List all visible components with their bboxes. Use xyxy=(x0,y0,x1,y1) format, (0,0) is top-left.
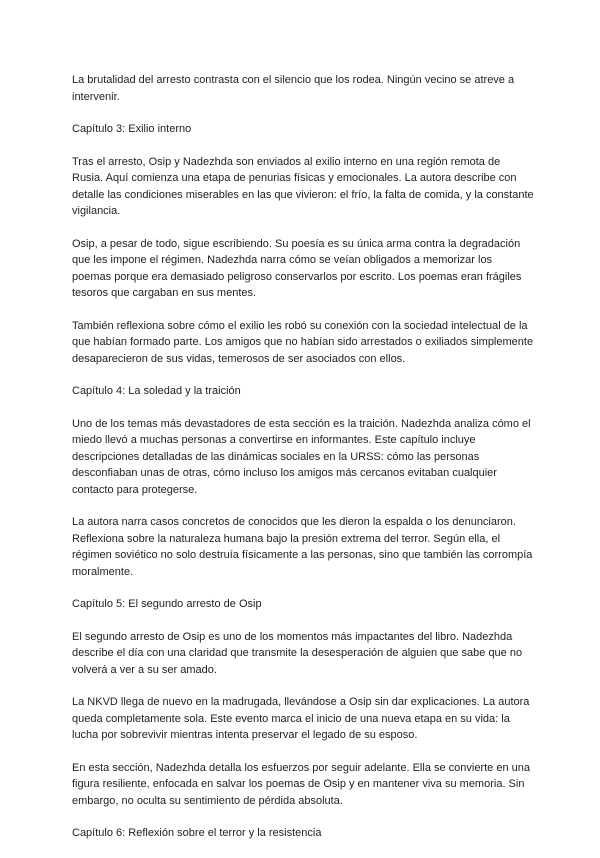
chapter-6-heading: Capítulo 6: Reflexión sobre el terror y la resistencia xyxy=(72,827,322,839)
paragraph-resilience: En esta sección, Nadezhda detalla los esfuerzos por seguir adelante. Ella se convierte en una figura resiliente, enfocada en salvar los poemas de Osip y en mantener viva su memoria. Sin embargo, no oculta su sentimiento de pérdida absoluta. xyxy=(72,761,531,807)
paragraph-betrayal: Uno de los temas más devastadores de esta sección es la traición. Nadezhda analiza cómo el miedo llevó a muchas personas a convertirse en informantes. Este capítulo incluye descripciones detalladas de las dinámicas sociales en la URSS: cómo las personas desconfiaban unas de otras, cómo incluso los amigos más cercanos evitaban cualquier contacto para protegerse. xyxy=(72,417,531,496)
document-body xyxy=(72,72,534,858)
paragraph-nkvd: La NKVD llega de nuevo en la madrugada, llevándose a Osip sin dar explicaciones. La autora queda completamente sola. Este evento marca el inicio de una nueva etapa en su vida: la lucha por sobrevivir mientras intenta preservar el legado de su esposo. xyxy=(72,696,530,741)
paragraph-arrest-silence: La brutalidad del arresto contrasta con el silencio que los rodea. Ningún vecino se atreve a intervenir. xyxy=(72,74,515,103)
paragraph-denunciations: La autora narra casos concretos de conocidos que les dieron la espalda o los denunciaron. Reflexiona sobre la naturaleza humana bajo la presión extrema del terror. Según ella, el régimen soviético no solo destruía físicamente a las personas, sino que también las corrompía moralmente. xyxy=(72,516,533,578)
paragraph-lost-connection: También reflexiona sobre cómo el exilio les robó su conexión con la sociedad intelectual de la que habían formado parte. Los amigos que no habían sido arrestados o exiliados simplemente desaparecieron de sus vidas, temerosos de ser asociados con ellos. xyxy=(72,319,534,365)
chapter-4-heading: Capítulo 4: La soledad y la traición xyxy=(72,385,241,397)
chapter-3-heading: Capítulo 3: Exilio interno xyxy=(72,123,192,135)
paragraph-second-arrest: El segundo arresto de Osip es uno de los momentos más impactantes del libro. Nadezhda describe el día con una claridad que transmite la desesperación de alguien que sabe que no volverá a ver a su ser amado. xyxy=(72,630,523,676)
chapter-5-heading: Capítulo 5: El segundo arresto de Osip xyxy=(72,598,262,610)
paragraph-exile-conditions: Tras el arresto, Osip y Nadezhda son enviados al exilio interno en una región remota de Rusia. Aquí comienza una etapa de penurias físicas y emocionales. La autora describe con detalle las condiciones miserables en las que vivieron: el frío, la falta de comida, y la constante vigilancia. xyxy=(72,155,534,217)
paragraph-osip-poetry: Osip, a pesar de todo, sigue escribiendo. Su poesía es su única arma contra la degradación que les impone el régimen. Nadezhda narra cómo se veían obligados a memorizar los poemas porque era demasiado peligroso conservarlos por escrito. Los poemas eran frágiles tesoros que cargaban en sus mentes. xyxy=(72,237,522,299)
